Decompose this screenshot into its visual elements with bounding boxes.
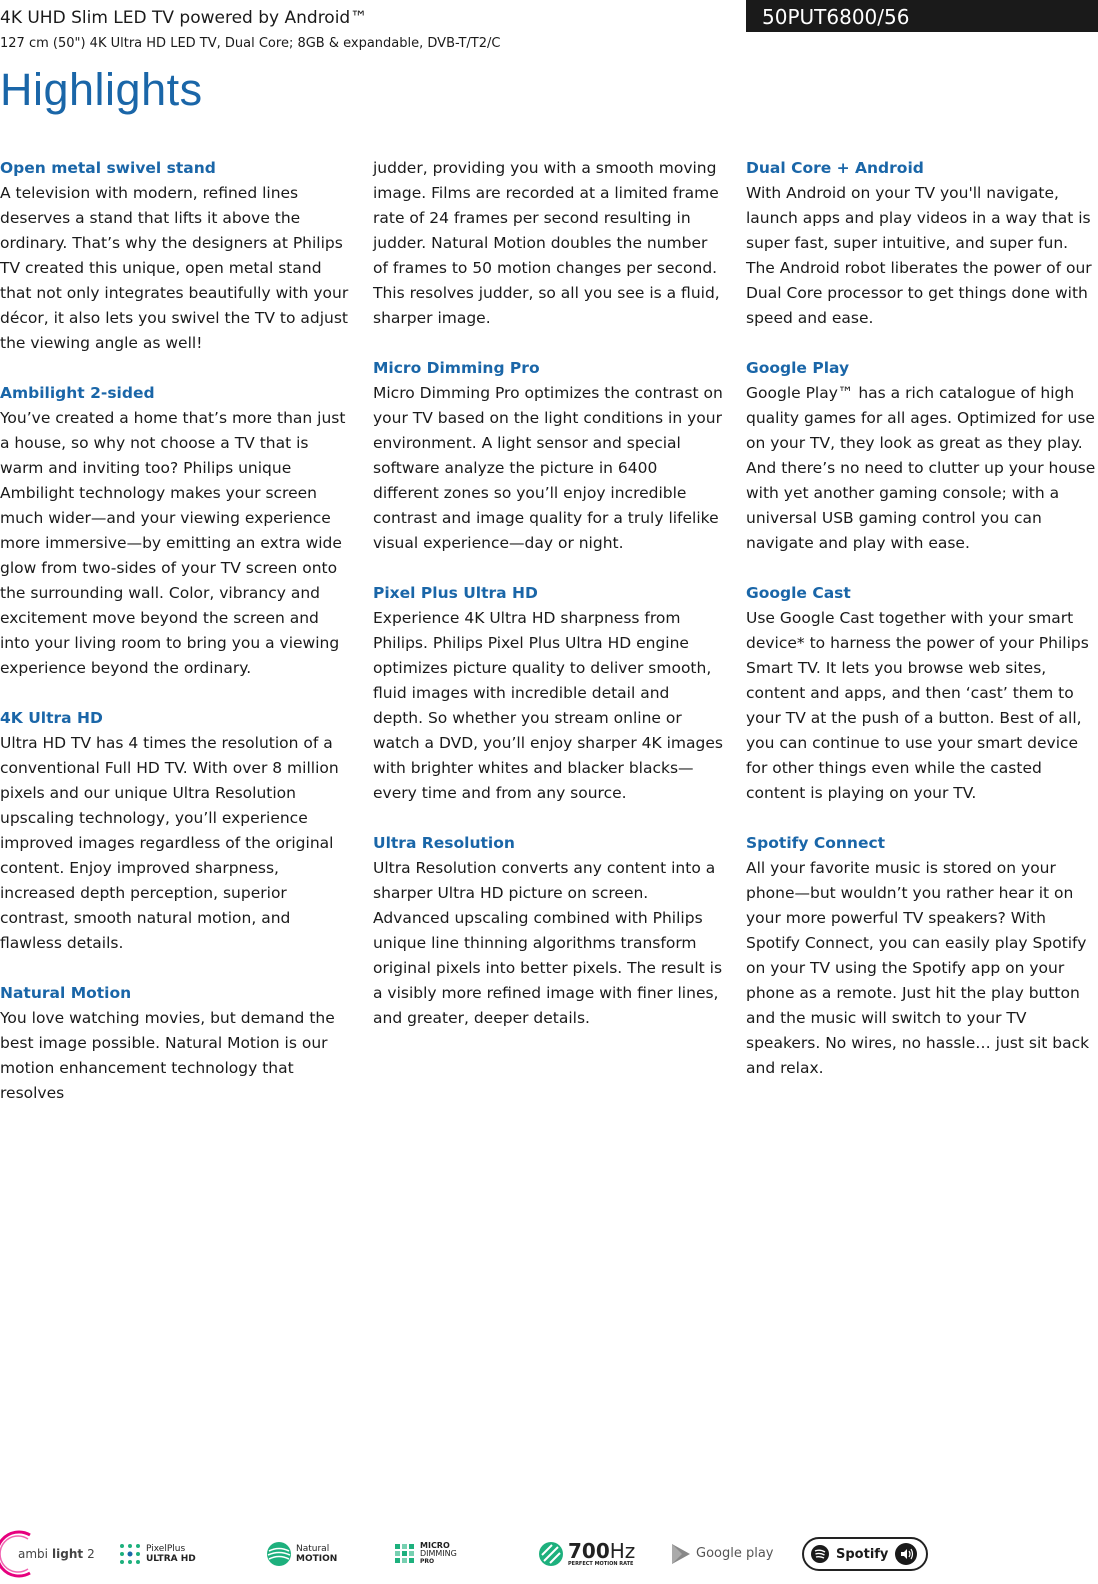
section-body: Ultra Resolution converts any content into a sharper Ultra HD picture on screen. Advanced upscaling combined with Philips unique line thinning algorithms transform original pixels into better pixels. The result is a visibly more refined image with finer lines, and greater, deeper details. xyxy=(373,859,723,1027)
section-body: Use Google Cast together with your smart device* to harness the power of your Philips Smart TV. It lets you browse web sites, content and apps, and then ‘cast’ them to your TV at the push of a button. Best of all, you can continue to use your smart device for other things even while the casted content is playing on your TV. xyxy=(746,609,1089,802)
pixel-grid-icon xyxy=(118,1542,142,1566)
pixelplus-line2: ULTRA HD xyxy=(146,1554,196,1564)
section-title: Spotify Connect xyxy=(746,834,886,852)
micro-dimming-line2: DIMMING xyxy=(420,1549,457,1558)
motion-rate-caption: PERFECT MOTION RATE xyxy=(568,1561,634,1567)
micro-dimming-logo xyxy=(394,1524,457,1584)
motion-rate-icon xyxy=(538,1541,564,1567)
google-play-icon xyxy=(670,1542,692,1566)
product-title: 4K UHD Slim LED TV powered by Android™ xyxy=(0,8,368,28)
natural-motion-line1: Natural xyxy=(296,1544,330,1554)
spotify-icon xyxy=(810,1544,830,1564)
section-title: Dual Core + Android xyxy=(746,159,924,177)
section-title: Open metal swivel stand xyxy=(0,159,216,177)
section-title: Ambilight 2-sided xyxy=(0,384,155,402)
section-body-continued: judder, providing you with a smooth moving image. Films are recorded at a limited frame rate of 24 frames per second resulting in judder. Natural Motion doubles the number of frames to 50 motion changes per second. This resolves judder, so all you see is a fluid, sharper image. xyxy=(373,159,720,327)
spotify-text: Spotify xyxy=(836,1546,889,1562)
motion-rate-unit: Hz xyxy=(609,1539,636,1563)
google-play-text: Google play xyxy=(696,1546,774,1561)
section-body: Google Play™ has a rich catalogue of high quality games for all ages. Optimized for use on your TV, they look as great as they play. And there’s no need to clutter up your house with yet another gaming console; with a universal USB gaming control you can navigate and play with ease. xyxy=(746,384,1096,552)
natural-motion-line2: MOTION xyxy=(296,1554,338,1564)
pixelplus-line1: PixelPlus xyxy=(146,1544,186,1554)
model-number-badge: 50PUT6800/56 xyxy=(746,0,1098,32)
motion-rate-value: 700 xyxy=(568,1539,610,1563)
page-title: Highlights xyxy=(0,64,203,115)
section-body: A television with modern, refined lines deserves a stand that lifts it above the ordinary. That’s why the designers at Philips TV created this unique, open metal stand that not only integrates beautifully with your décor, it also lets you swivel the TV to adjust the viewing angle as well! xyxy=(0,184,349,352)
section-title: Pixel Plus Ultra HD xyxy=(373,584,538,602)
natural-motion-logo xyxy=(266,1524,337,1584)
speaker-icon xyxy=(894,1542,918,1566)
section-title: Natural Motion xyxy=(0,984,132,1002)
section-title: Ultra Resolution xyxy=(373,834,515,852)
section-body: Ultra HD TV has 4 times the resolution of a conventional Full HD TV. With over 8 million pixels and our unique Ultra Resolution upscaling technology, you’ll experience improved images regardless of the original content. Enjoy improved sharpness, increased depth perception, superior contrast, smooth natural motion, and flawless details. xyxy=(0,734,339,952)
section-body: You’ve created a home that’s more than just a house, so why not choose a TV that is warm and inviting too? Philips unique Ambilight technology makes your screen much wider—and your viewing experience more immersive—by emitting an extra wide glow from two-sides of your TV screen onto the surrounding wall. Color, vibrancy and excitement move beyond the screen and into your living room to bring you a viewing experience beyond the ordinary. xyxy=(0,409,346,677)
pixelplus-logo xyxy=(118,1524,196,1584)
ambilight-number: 2 xyxy=(87,1547,95,1561)
section-body: Experience 4K Ultra HD sharpness from Philips. Philips Pixel Plus Ultra HD engine optimizes picture quality to deliver smooth, fluid images with incredible detail and depth. So whether you stream online or watch a DVD, you’ll enjoy sharper 4K images with brighter whites and blacker blacks—every time and from any source. xyxy=(373,609,723,802)
ambilight-logo xyxy=(0,1524,95,1584)
section-title: Micro Dimming Pro xyxy=(373,359,540,377)
column-1 xyxy=(0,156,350,1131)
section-title: 4K Ultra HD xyxy=(0,709,103,727)
micro-dimming-line1: MICRO xyxy=(420,1541,450,1550)
spotify-logo xyxy=(802,1524,928,1584)
feature-logo-strip xyxy=(0,1524,1098,1584)
micro-dimming-line3: PRO xyxy=(420,1558,435,1565)
section-body: All your favorite music is stored on your phone—but wouldn’t you rather hear it on your more powerful TV speakers? With Spotify Connect, you can easily play Spotify on your TV using the Spotify app on your phone as a remote. Just hit the play button and the music will switch to your TV speakers. No wires, no hassle… just sit back and relax. xyxy=(746,859,1090,1077)
motion-rate-logo xyxy=(538,1524,635,1584)
column-3 xyxy=(746,156,1096,1106)
micro-dimming-grid-icon xyxy=(394,1543,416,1565)
product-subtitle: 127 cm (50") 4K Ultra HD LED TV, Dual Core; 8GB & expandable, DVB-T/T2/C xyxy=(0,36,501,51)
section-body: You love watching movies, but demand the best image possible. Natural Motion is our motion enhancement technology that resolves xyxy=(0,1009,335,1102)
ambilight-word2: light xyxy=(52,1547,84,1561)
column-2 xyxy=(373,156,723,1056)
google-play-logo xyxy=(670,1524,774,1584)
natural-motion-icon xyxy=(266,1541,292,1567)
section-title: Google Play xyxy=(746,359,850,377)
ambilight-word1: ambi xyxy=(18,1547,48,1561)
section-body: With Android on your TV you'll navigate, launch apps and play videos in a way that is super fast, super intuitive, and super fun. The Android robot liberates the power of our Dual Core processor to get things done with speed and ease. xyxy=(746,184,1092,327)
section-title: Google Cast xyxy=(746,584,851,602)
section-body: Micro Dimming Pro optimizes the contrast on your TV based on the light conditions in your environment. A light sensor and special software analyze the picture in 6400 different zones so you’ll enjoy incredible contrast and image quality for a truly lifelike visual experience—day or night. xyxy=(373,384,723,552)
